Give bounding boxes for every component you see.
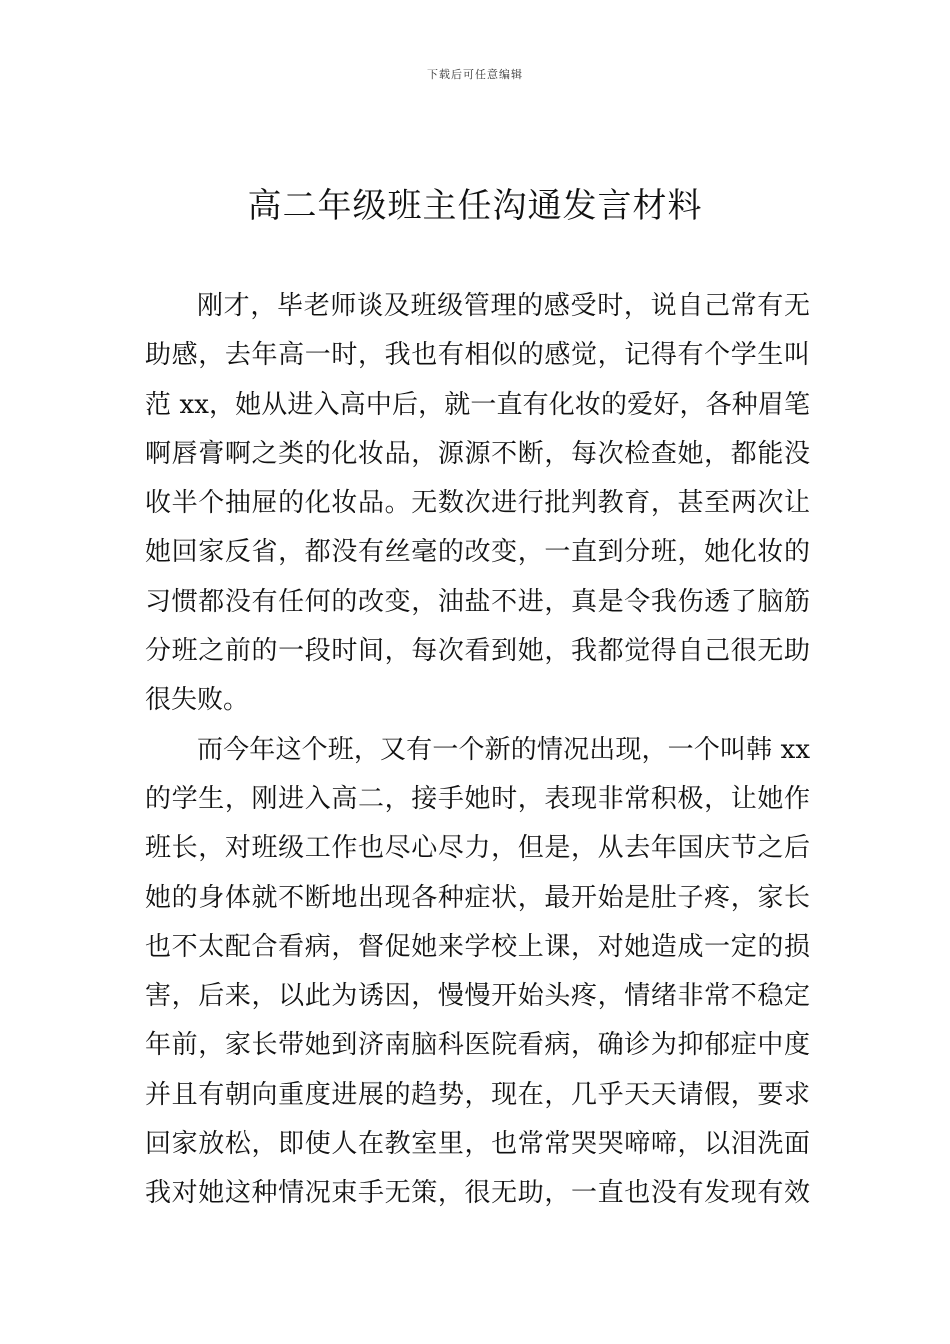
text-line: 害，后来，以此为诱因，慢慢开始头疼，情绪非常不稳定 <box>145 981 810 1012</box>
text-line: 很失败。 <box>145 685 250 716</box>
paragraph-1 <box>145 282 810 726</box>
text-line: 回家放松，即使人在教室里，也常常哭哭啼啼，以泪洗面 <box>145 1129 810 1160</box>
text-line: 啊唇膏啊之类的化妆品，源源不断，每次检查她，都能没 <box>145 438 810 469</box>
header-note: 下载后可任意编辑 <box>427 68 523 81</box>
text-line: 习惯都没有任何的改变，油盐不进，真是令我伤透了脑筋 <box>145 586 810 617</box>
text-line: 范 xx，她从进入高中后，就一直有化妆的爱好，各种眉笔 <box>145 389 810 420</box>
text-line: 也不太配合看病，督促她来学校上课，对她造成一定的损 <box>145 931 810 962</box>
text-line: 的学生，刚进入高二，接手她时，表现非常积极，让她作 <box>145 783 810 814</box>
text-line: 助感，去年高一时，我也有相似的感觉，记得有个学生叫 <box>145 340 810 371</box>
document-title: 高二年级班主任沟通发言材料 <box>247 186 703 226</box>
text-line: 收半个抽屉的化妆品。无数次进行批判教育，甚至两次让 <box>145 488 810 519</box>
text-line: 并且有朝向重度进展的趋势，现在，几乎天天请假，要求 <box>145 1079 810 1110</box>
text-line: 她的身体就不断地出现各种症状，最开始是肚子疼，家长 <box>145 882 810 913</box>
text-line: 年前，家长带她到济南脑科医院看病，确诊为抑郁症中度 <box>145 1030 810 1061</box>
text-line: 分班之前的一段时间，每次看到她，我都觉得自己很无助 <box>145 636 810 667</box>
paragraph-2 <box>145 726 810 1219</box>
text-line: 而今年这个班，又有一个新的情况出现，一个叫韩 xx <box>197 734 810 765</box>
document-body <box>145 282 810 1219</box>
text-line: 班长，对班级工作也尽心尽力，但是，从去年国庆节之后 <box>145 833 810 864</box>
text-line: 刚才，毕老师谈及班级管理的感受时，说自己常有无 <box>197 291 810 321</box>
text-line: 我对她这种情况束手无策，很无助，一直也没有发现有效 <box>145 1178 810 1209</box>
text-line: 她回家反省，都没有丝毫的改变，一直到分班，她化妆的 <box>145 537 810 568</box>
